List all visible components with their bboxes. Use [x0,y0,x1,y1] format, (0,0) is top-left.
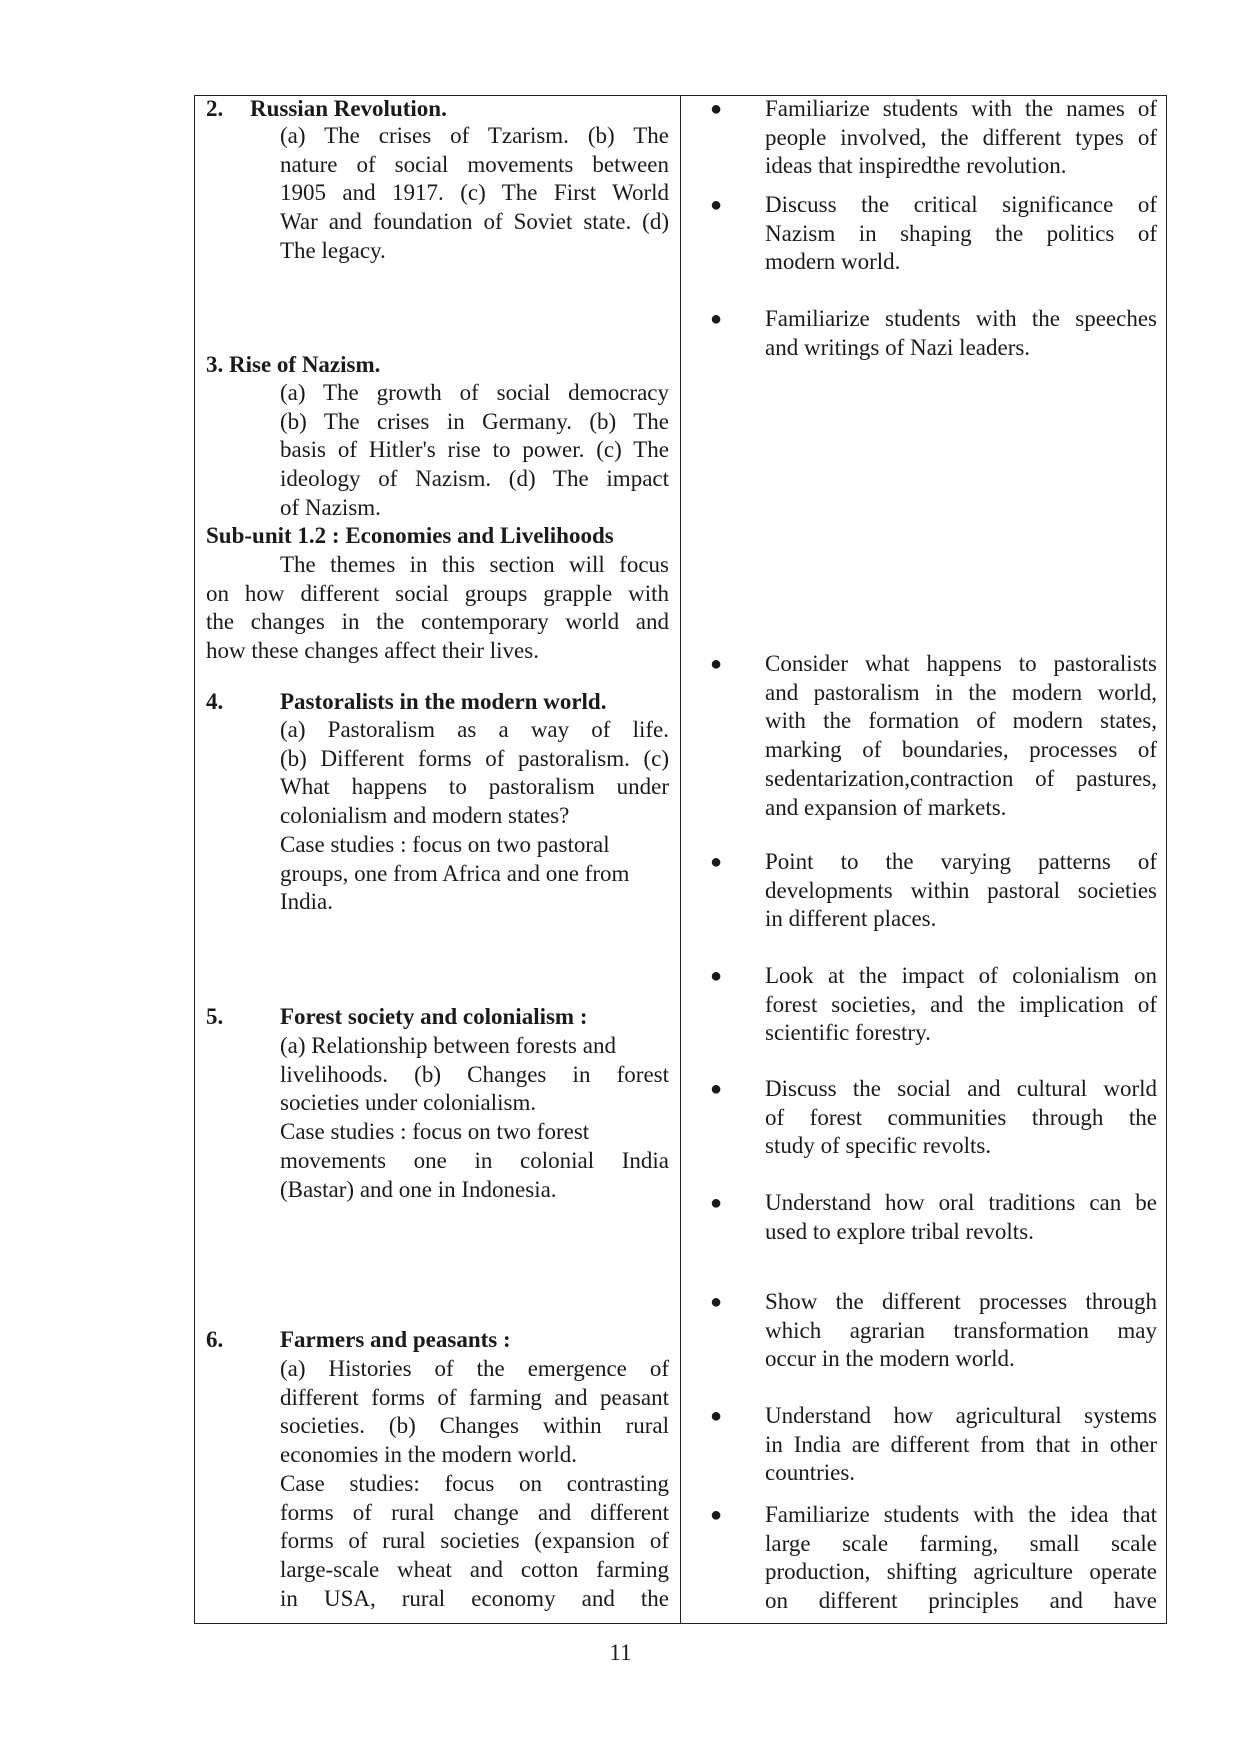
section-title: Forest society and colonialism : [280,1004,588,1029]
section-body-line: in USA, rural economy and the [280,1585,669,1611]
objective-line: study of specific revolts. [765,1133,992,1159]
bullet-icon: ● [710,194,723,216]
bullet-icon: ● [710,1078,723,1100]
section-body-line: (a) Pastoralism as a way of life. [280,717,669,742]
objective-line: Discuss the social and cultural world [765,1076,1157,1101]
syllabus-table [194,95,1167,1624]
section-body-line: (a) The crises of Tzarism. (b) The [280,123,669,148]
section-body-line: Case studies: focus on contrasting [280,1470,669,1496]
section-body-line: colonialism and modern states? [280,803,570,829]
section-number: 6. [206,1327,224,1352]
section-body-line: livelihoods. (b) Changes in forest [280,1061,669,1087]
objective-line: countries. [765,1460,856,1486]
page-number: 11 [609,1640,632,1665]
objective-line: in India are different from that in other [765,1431,1157,1457]
objective-line: marking of boundaries, processes of [765,737,1157,763]
section-title: Farmers and peasants : [280,1327,511,1352]
section-title: Pastoralists in the modern world. [280,689,607,714]
objective-line: Discuss the critical significance of [765,192,1157,217]
objective-line: modern world. [765,249,901,275]
objective-line: Point to the varying patterns of [765,849,1157,874]
section-body-line: (b) The crises in Germany. (b) The [280,408,669,434]
objective-line: on different principles and have [765,1588,1157,1614]
objective-line: Nazism in shaping the politics of [765,220,1157,246]
bullet-icon: ● [710,1504,723,1526]
objective-line: Understand how agricultural systems [765,1403,1157,1428]
bullet-icon: ● [710,308,723,330]
objective-line: which agrarian transformation may [765,1317,1157,1343]
subunit-title: Sub-unit 1.2 : Economies and Livelihoods [206,523,614,548]
section-body-line: (a) Histories of the emergence of [280,1356,669,1381]
objective-line: Familiarize students with the idea that [765,1502,1157,1527]
section-body-line: forms of rural societies (expansion of [280,1528,669,1554]
section-body-line: 1905 and 1917. (c) The First World [280,180,669,206]
section-number: 5. [206,1004,224,1029]
subunit-body-line: on how different social groups grapple with [206,580,669,606]
bullet-icon: ● [710,653,723,675]
objective-line: Show the different processes through [765,1289,1157,1314]
section-body-line: of Nazism. [280,494,381,520]
objective-line: Familiarize students with the speeches [765,306,1157,331]
objective-line: large scale farming, small scale [765,1530,1157,1556]
section-body-line: (a) The growth of social democracy [280,380,669,405]
objective-line: Understand how oral traditions can be [765,1190,1157,1215]
objective-line: with the formation of modern states, [765,708,1157,734]
subunit-body-line: how these changes affect their lives. [206,638,539,664]
section-body-line: large-scale wheat and cotton farming [280,1556,669,1582]
objective-line: occur in the modern world. [765,1346,1015,1372]
section-body-line: different forms of farming and peasant [280,1384,669,1410]
bullet-icon: ● [710,851,723,873]
bullet-icon: ● [710,965,723,987]
section-title: 3. Rise of Nazism. [206,352,381,377]
objective-line: ideas that inspiredthe revolution. [765,153,1067,179]
section-body-line: India. [280,889,334,915]
objective-line: scientific forestry. [765,1020,931,1046]
section-body-line: ideology of Nazism. (d) The impact [280,466,669,492]
objective-line: in different places. [765,906,937,932]
subunit-body-line: The themes in this section will focus [280,552,669,577]
column-divider [680,96,681,1623]
bullet-icon: ● [710,1291,723,1313]
objective-line: people involved, the different types of [765,124,1157,150]
section-body-line: nature of social movements between [280,151,669,177]
section-body-line: War and foundation of Soviet state. (d) [280,209,669,235]
section-body-line: forms of rural change and different [280,1499,669,1525]
section-title: Russian Revolution. [250,96,447,121]
objective-line: and expansion of markets. [765,794,1007,820]
section-body-line: groups, one from Africa and one from [280,860,630,886]
section-body-line: societies under colonialism. [280,1090,537,1116]
section-body-line: Case studies : focus on two forest [280,1119,590,1145]
section-body-line: movements one in colonial India [280,1147,669,1173]
objective-line: Look at the impact of colonialism on [765,963,1157,988]
objective-line: Consider what happens to pastoralists [765,651,1157,676]
bullet-icon: ● [710,1192,723,1214]
section-body-line: (Bastar) and one in Indonesia. [280,1176,557,1202]
subunit-body-line: the changes in the contemporary world and [206,609,669,635]
section-number: 2. [206,96,224,121]
section-body-line: The legacy. [280,237,386,263]
bullet-icon: ● [710,98,723,120]
objective-line: and pastoralism in the modern world, [765,679,1157,705]
objective-line: production, shifting agriculture operate [765,1559,1157,1585]
objective-line: used to explore tribal revolts. [765,1218,1034,1244]
section-body-line: societies. (b) Changes within rural [280,1413,669,1439]
bullet-icon: ● [710,1405,723,1427]
section-body-line: economies in the modern world. [280,1442,578,1468]
objective-line: sedentarization,contraction of pastures, [765,765,1157,791]
objective-line: forest societies, and the implication of [765,991,1157,1017]
section-number: 4. [206,689,224,714]
objective-line: and writings of Nazi leaders. [765,334,1031,360]
objective-line: developments within pastoral societies [765,877,1157,903]
objective-line: Familiarize students with the names of [765,96,1157,121]
section-body-line: What happens to pastoralism under [280,774,669,800]
section-body-line: (a) Relationship between forests and [280,1033,616,1058]
section-body-line: (b) Different forms of pastoralism. (c) [280,745,669,771]
section-body-line: Case studies : focus on two pastoral [280,831,610,857]
objective-line: of forest communities through the [765,1104,1157,1130]
section-body-line: basis of Hitler's rise to power. (c) The [280,437,669,463]
